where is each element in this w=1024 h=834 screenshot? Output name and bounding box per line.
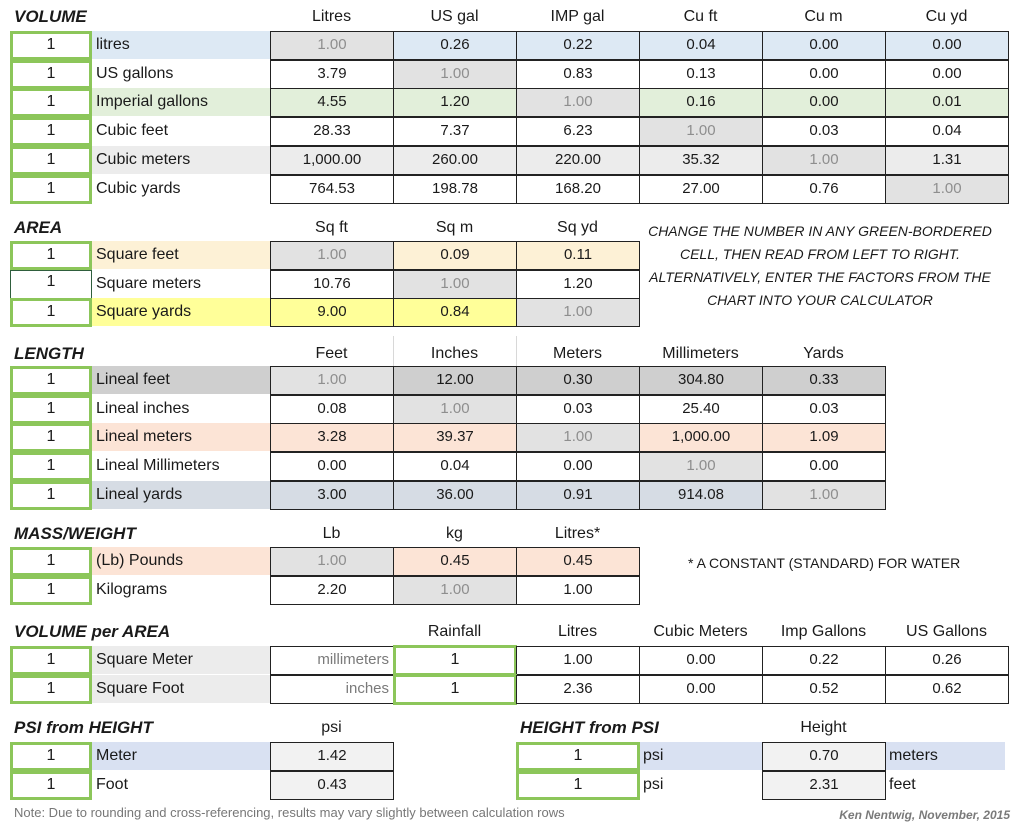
value-cell: 0.13: [639, 60, 763, 89]
row-label: Square Meter: [96, 651, 193, 668]
section-title-volume: VOLUME: [14, 7, 87, 26]
value-cell: 3.79: [270, 60, 394, 89]
row-label: Square meters: [96, 274, 201, 292]
column-header-cu-yd: Cu yd: [925, 8, 968, 25]
row-label: Kilograms: [96, 580, 168, 598]
row-label: Lineal Millimeters: [96, 457, 220, 475]
column-header-millimeters: Millimeters: [662, 345, 739, 362]
value-cell: 1.42: [270, 742, 394, 771]
input-cell[interactable]: 1: [10, 395, 92, 424]
value-cell: 1.00: [762, 481, 886, 510]
value-cell: 0.84: [393, 298, 517, 327]
row-label: Square Foot: [96, 679, 185, 697]
value-cell: 260.00: [393, 146, 517, 175]
instructions-line: CELL, THEN READ FROM LEFT TO RIGHT.: [679, 246, 961, 262]
value-cell: 1.00: [516, 298, 640, 327]
value-cell: 914.08: [639, 481, 763, 510]
instructions-line: CHART INTO YOUR CALCULATOR: [707, 292, 933, 308]
value-cell: 2.20: [270, 576, 394, 605]
column-divider: [516, 336, 517, 366]
value-cell: 39.37: [393, 423, 517, 452]
value-cell: 0.00: [762, 88, 886, 117]
value-cell: 0.43: [270, 771, 394, 800]
row-label: litres: [96, 36, 130, 53]
input-cell[interactable]: 1: [10, 366, 92, 395]
column-header-feet: Feet: [315, 345, 348, 362]
value-cell: 1,000.00: [270, 146, 394, 175]
column-header-litres: Litres: [311, 8, 352, 25]
column-header-sq-ft: Sq ft: [315, 219, 348, 236]
column-header-rainfall: Rainfall: [427, 623, 482, 640]
column-header-inches: Inches: [430, 345, 479, 362]
column-header-imp-gallons: Imp Gallons: [780, 623, 867, 640]
value-cell: 1.00: [516, 423, 640, 452]
value-cell: 0.03: [516, 395, 640, 424]
value-cell: 4.55: [270, 88, 394, 117]
value-cell: 0.70: [762, 742, 886, 771]
value-cell: 0.26: [393, 31, 517, 60]
value-cell: 0.30: [516, 366, 640, 395]
value-cell: 0.26: [885, 646, 1009, 675]
column-header-yards: Yards: [803, 345, 844, 362]
value-cell: 304.80: [639, 366, 763, 395]
row-label: Lineal meters: [96, 428, 193, 446]
column-header-height: Height: [800, 719, 847, 736]
value-cell: 1.00: [270, 31, 394, 60]
input-cell[interactable]: 1: [10, 646, 92, 675]
value-cell: 198.78: [393, 175, 517, 204]
value-cell: 7.37: [393, 117, 517, 146]
input-cell[interactable]: 1: [10, 481, 92, 510]
rainfall-input[interactable]: 1: [393, 674, 517, 705]
input-cell[interactable]: 1: [10, 146, 92, 175]
value-cell: 10.76: [270, 270, 394, 299]
value-cell: 0.52: [762, 675, 886, 704]
rainfall-input[interactable]: 1: [393, 645, 517, 676]
input-cell[interactable]: 1: [516, 742, 640, 771]
section-title-height-from-psi: HEIGHT from PSI: [520, 718, 659, 737]
value-cell: 0.91: [516, 481, 640, 510]
input-cell[interactable]: 1: [10, 88, 92, 117]
input-cell[interactable]: 1: [10, 117, 92, 146]
row-label: Lineal inches: [96, 399, 190, 417]
input-cell[interactable]: 1: [10, 547, 92, 576]
row-label: Imperial gallons: [96, 93, 209, 111]
input-cell[interactable]: 1: [10, 175, 92, 204]
column-divider: [393, 336, 394, 366]
column-header-sq-yd: Sq yd: [557, 219, 598, 236]
input-cell[interactable]: 1: [10, 60, 92, 89]
row-label: Square yards: [96, 303, 192, 321]
value-cell: 0.62: [885, 675, 1009, 704]
column-header-sq-m: Sq m: [435, 219, 474, 236]
input-cell[interactable]: 1: [10, 452, 92, 481]
value-cell: 1.20: [393, 88, 517, 117]
value-cell: 0.08: [270, 395, 394, 424]
value-cell: 36.00: [393, 481, 517, 510]
row-label: Cubic feet: [96, 122, 169, 140]
column-header-cu-m: Cu m: [804, 8, 843, 25]
column-header-cu-ft: Cu ft: [683, 8, 718, 25]
column-header-kg: kg: [446, 525, 463, 542]
column-header-us-gallons: US Gallons: [906, 623, 987, 640]
value-cell: 0.00: [516, 452, 640, 481]
column-header-psi: psi: [321, 719, 342, 736]
input-cell[interactable]: 1: [10, 298, 92, 327]
value-cell: 1.00: [762, 146, 886, 175]
value-cell: 0.01: [885, 88, 1009, 117]
result-unit-label: meters: [889, 747, 938, 764]
row-label: Lineal feet: [96, 371, 170, 388]
section-title-psi-from-height: PSI from HEIGHT: [14, 718, 153, 737]
value-cell: 0.33: [762, 366, 886, 395]
row-label: Foot: [96, 775, 129, 793]
section-title-mass: MASS/WEIGHT: [14, 524, 136, 543]
value-cell: 1.00: [393, 270, 517, 299]
input-cell[interactable]: 1: [10, 423, 92, 452]
value-cell: 1.00: [885, 175, 1009, 204]
row-label: Cubic meters: [96, 150, 191, 168]
value-cell: 3.28: [270, 423, 394, 452]
value-cell: 0.03: [762, 395, 886, 424]
input-cell[interactable]: 1: [10, 742, 92, 771]
value-cell: 168.20: [516, 175, 640, 204]
input-cell[interactable]: 1: [10, 771, 92, 800]
unit-label: psi: [643, 775, 664, 793]
column-header-cubic-meters: Cubic Meters: [653, 623, 748, 640]
value-cell: 0.03: [762, 117, 886, 146]
value-cell: 1.00: [639, 452, 763, 481]
footer-note: Note: Due to rounding and cross-referencing, results may vary slightly between calculation rows: [14, 805, 565, 820]
value-cell: 0.00: [639, 646, 763, 675]
column-header-us-gal: US gal: [430, 8, 479, 25]
row-label: Cubic yards: [96, 179, 181, 197]
value-cell: 764.53: [270, 175, 394, 204]
input-cell[interactable]: 1: [10, 675, 92, 704]
row-label: Square feet: [96, 246, 179, 263]
column-header-lb: Lb: [322, 525, 341, 542]
input-cell[interactable]: 1: [10, 31, 92, 60]
unit-label: psi: [643, 747, 664, 764]
value-cell: 0.22: [516, 31, 640, 60]
value-cell: 9.00: [270, 298, 394, 327]
value-cell: 3.00: [270, 481, 394, 510]
value-cell: 1,000.00: [639, 423, 763, 452]
value-cell: 1.00: [270, 241, 394, 270]
value-cell: 1.00: [516, 88, 640, 117]
value-cell: 0.00: [885, 60, 1009, 89]
value-cell: 0.00: [762, 31, 886, 60]
value-cell: 1.31: [885, 146, 1009, 175]
value-cell: 0.76: [762, 175, 886, 204]
value-cell: 0.45: [393, 547, 517, 576]
value-cell: 1.00: [270, 366, 394, 395]
value-cell: 0.09: [393, 241, 517, 270]
column-header-imp-gal: IMP gal: [550, 8, 605, 25]
value-cell: 0.16: [639, 88, 763, 117]
value-cell: 0.11: [516, 241, 640, 270]
section-title-area: AREA: [14, 218, 63, 237]
section-title-volume-per-area: VOLUME per AREA: [14, 622, 171, 641]
input-cell[interactable]: 1: [10, 241, 92, 270]
value-cell: 1.00: [270, 547, 394, 576]
result-unit-label: feet: [889, 775, 916, 793]
column-header-litres-: Litres*: [554, 525, 601, 542]
section-title-length: LENGTH: [14, 344, 84, 363]
input-cell[interactable]: 1: [516, 771, 640, 800]
value-cell: 35.32: [639, 146, 763, 175]
value-cell: 0.04: [393, 452, 517, 481]
value-cell: 2.36: [516, 675, 640, 704]
row-label: (Lb) Pounds: [96, 552, 184, 569]
value-cell: 1.00: [639, 117, 763, 146]
footnote-water: * A CONSTANT (STANDARD) FOR WATER: [688, 555, 961, 571]
input-cell[interactable]: 1: [10, 576, 92, 605]
value-cell: 2.31: [762, 771, 886, 800]
column-header-litres: Litres: [557, 623, 598, 640]
value-cell: 25.40: [639, 395, 763, 424]
instructions-line: CHANGE THE NUMBER IN ANY GREEN-BORDERED: [648, 223, 992, 239]
value-cell: 1.09: [762, 423, 886, 452]
value-cell: 28.33: [270, 117, 394, 146]
value-cell: 0.00: [762, 452, 886, 481]
value-cell: 1.20: [516, 270, 640, 299]
value-cell: 0.00: [885, 31, 1009, 60]
instructions-line: ALTERNATIVELY, ENTER THE FACTORS FROM THE: [649, 269, 991, 285]
column-header-meters: Meters: [553, 345, 602, 362]
value-cell: 220.00: [516, 146, 640, 175]
value-cell: 27.00: [639, 175, 763, 204]
value-cell: 0.22: [762, 646, 886, 675]
value-cell: 0.45: [516, 547, 640, 576]
value-cell: 0.04: [885, 117, 1009, 146]
value-cell: 0.83: [516, 60, 640, 89]
unit-label: millimeters: [270, 646, 394, 675]
value-cell: 0.04: [639, 31, 763, 60]
value-cell: 1.00: [393, 395, 517, 424]
value-cell: 1.00: [393, 60, 517, 89]
value-cell: 0.00: [639, 675, 763, 704]
author-credit: Ken Nentwig, November, 2015: [839, 808, 1010, 822]
row-label: US gallons: [96, 64, 174, 82]
value-cell: 12.00: [393, 366, 517, 395]
unit-label: inches: [270, 675, 394, 704]
value-cell: 1.00: [516, 576, 640, 605]
row-label: Lineal yards: [96, 485, 183, 503]
input-cell[interactable]: 1: [10, 270, 92, 299]
value-cell: 1.00: [516, 646, 640, 675]
value-cell: 6.23: [516, 117, 640, 146]
value-cell: 0.00: [762, 60, 886, 89]
value-cell: 1.00: [393, 576, 517, 605]
value-cell: 0.00: [270, 452, 394, 481]
row-label: Meter: [96, 747, 137, 764]
